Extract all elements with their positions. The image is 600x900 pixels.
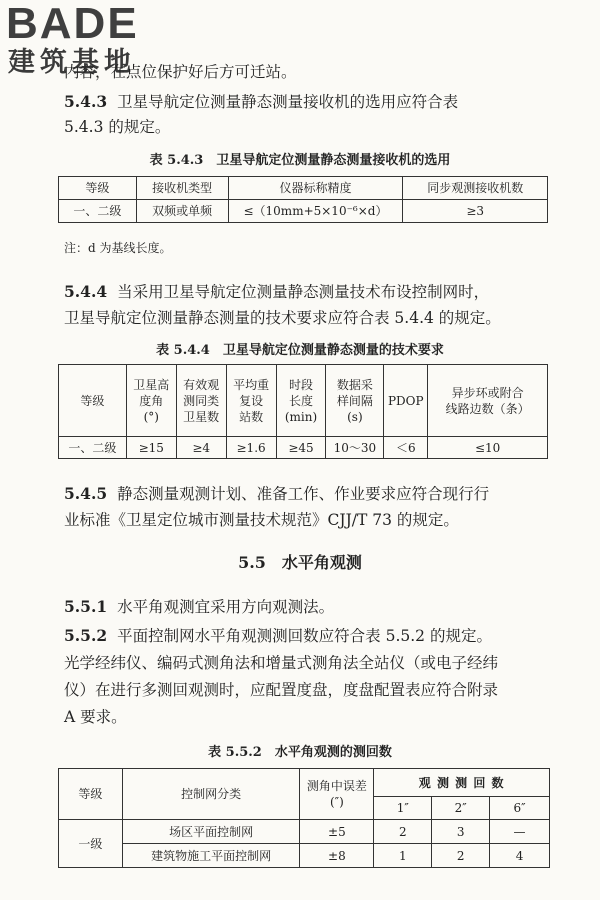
header-text: PDOP [387,393,424,408]
table-header-row [59,769,550,797]
table-header-cell-sampling [326,365,384,437]
table-5-4-4 [58,364,548,459]
clause-5-4-4-line1 [64,282,489,302]
clause-number: 5.4.4 [64,282,108,301]
table-cell: 1 [374,844,432,868]
table-row [59,437,548,459]
table-5-4-4-caption: 表 5.4.4 卫星导航定位测量静态测量的技术要求 [156,343,444,358]
clause-text: 当采用卫星导航定位测量静态测量技术布设控制网时， [117,283,490,301]
header-text: 数据采 [336,377,373,392]
table-5-5-2-caption: 表 5.5.2 水平角观测的测回数 [208,745,392,760]
table-cell: 双频或单频 [136,200,228,223]
table-header-cell-setups [226,365,276,437]
table-header-cell: 2″ [432,797,490,820]
header-text: 测角中误差 [306,779,367,793]
table-header-cell-session [276,365,326,437]
table-cell: — [490,820,550,844]
table-cell: 场区平面控制网 [122,820,300,844]
table-header-cell-elevation [126,365,176,437]
header-text: (s) [347,409,363,424]
clause-number: 5.4.3 [64,92,108,111]
header-text: 样间隔 [336,393,373,408]
header-text: (″) [329,795,344,809]
table-header-row [59,365,548,437]
table-cell: ≥15 [126,437,176,459]
table-cell: ≤（10mm+5×10⁻⁶×d） [228,200,403,223]
table-cell: ≤10 [428,437,548,459]
table-5-4-3-caption: 表 5.4.3 卫星导航定位测量静态测量接收机的选用 [149,153,451,168]
header-text: 时段 [288,377,313,392]
header-text: 卫星高 [133,377,170,392]
table-header-cell-grade [59,365,127,437]
table-5-5-2 [58,768,550,868]
table-cell: 一、二级 [59,437,127,459]
paragraph-continued: 内容，在点位保护好后方可迁站。 [64,63,297,81]
clause-text: 水平角观测宜采用方向观测法。 [117,598,335,616]
table-header-cell: 等级 [59,177,137,200]
clause-5-5-2-line2: 光学经纬仪、编码式测角法和增量式测角法全站仪（或电子经纬 [64,654,499,672]
table-row [59,820,550,844]
table-header-cell: 1″ [374,797,432,820]
clause-5-5-1 [64,597,334,617]
header-text: 复设 [239,393,264,408]
clause-5-4-4-line2: 卫星导航定位测量静态测量的技术要求应符合表 5.4.4 的规定。 [64,309,501,327]
header-text: 度角 [139,393,164,408]
table-cell: ＜6 [384,437,428,459]
clause-5-5-2-line4: A 要求。 [64,708,127,726]
clause-number: 5.5.2 [64,626,108,645]
table-cell: ±8 [300,844,374,868]
table-row [59,844,550,868]
table-header-cell: 接收机类型 [136,177,228,200]
logo-subtitle-text: 建筑基地 [8,47,136,78]
table-cell: ±5 [300,820,374,844]
section-title: 5.5 水平角观测 [238,553,362,572]
table-header-cell: 同步观测接收机数 [403,177,548,200]
table-header-cell-edges [428,365,548,437]
header-text: (°) [143,409,159,424]
table-cell: 10～30 [326,437,384,459]
table-cell: ≥4 [176,437,226,459]
clause-5-4-3-line1 [64,92,458,112]
table-cell: ≥3 [403,200,548,223]
table-header-cell-class: 控制网分类 [122,769,300,820]
header-text: 异步环或附合 [451,385,524,400]
clause-text: 平面控制网水平角观测测回数应符合表 5.5.2 的规定。 [117,627,492,645]
clause-5-5-2-line1 [64,626,492,646]
header-text: 线路边数（条） [445,401,530,416]
table-header-cell-rounds: 观 测 测 回 数 [374,769,550,797]
table-cell-grade: 一级 [59,820,123,868]
table-header-cell-pdop [384,365,428,437]
table-cell: 一、二级 [59,200,137,223]
clause-5-4-3-line2: 5.4.3 的规定。 [64,118,171,136]
table-header-row [59,177,548,200]
table-cell: ≥1.6 [226,437,276,459]
logo-brand-text: BADE [6,0,139,48]
clause-text: 静态测量观测计划、准备工作、作业要求应符合现行行 [117,485,490,503]
table-row [59,200,548,223]
clause-number: 5.4.5 [64,484,108,503]
table-5-4-3-note: 注：d 为基线长度。 [64,241,172,255]
table-cell: 2 [432,844,490,868]
table-header-cell-grade: 等级 [59,769,123,820]
table-cell: 4 [490,844,550,868]
header-text: 等级 [80,393,105,408]
clause-5-4-5-line1 [64,484,489,504]
table-cell: 3 [432,820,490,844]
header-text: 卫星数 [183,409,220,424]
header-text: 平均重 [233,377,270,392]
table-5-4-3 [58,176,548,223]
clause-text: 卫星导航定位测量静态测量接收机的选用应符合表 [117,93,459,111]
table-header-cell: 仪器标称精度 [228,177,403,200]
table-cell: 2 [374,820,432,844]
clause-number: 5.5.1 [64,597,108,616]
table-header-cell: 6″ [490,797,550,820]
header-text: 有效观 [183,377,220,392]
clause-5-5-2-line3: 仪）在进行多测回观测时，应配置度盘，度盘配置表应符合附录 [64,681,499,699]
header-text: 长度 [288,393,313,408]
header-text: 站数 [239,409,264,424]
table-header-cell-error [300,769,374,820]
table-header-cell-satellites [176,365,226,437]
header-text: (min) [284,409,318,424]
clause-5-4-5-line2: 业标准《卫星定位城市测量技术规范》CJJ/T 73 的规定。 [64,511,459,529]
table-cell: 建筑物施工平面控制网 [122,844,300,868]
table-cell: ≥45 [276,437,326,459]
header-text: 测同类 [183,393,220,408]
